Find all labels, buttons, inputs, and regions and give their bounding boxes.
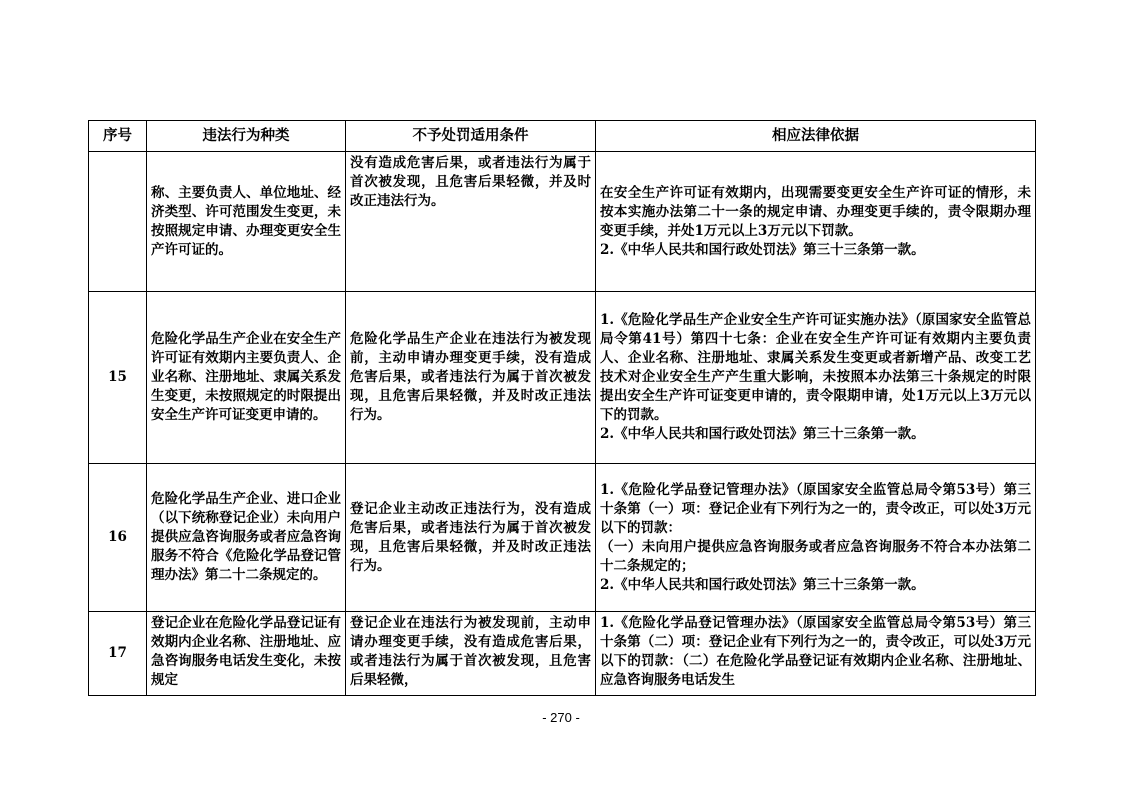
- table-row: [89, 464, 1036, 612]
- row-legal-basis: [596, 152, 1036, 292]
- header-exemption-condition: 不予处罚适用条件: [346, 121, 596, 152]
- legal-basis-line: 2.《中华人民共和国行政处罚法》第三十三条第一款。: [600, 576, 925, 593]
- header-legal-basis: 相应法律依据: [596, 121, 1036, 152]
- row-legal-basis: [596, 292, 1036, 464]
- row-legal-basis: [596, 612, 1036, 696]
- row-exemption-condition: 没有造成危害后果，或者违法行为属于首次被发现，且危害后果轻微，并及时改正违法行为。: [346, 152, 596, 292]
- legal-basis-line: 1.《危险化学品登记管理办法》（原国家安全监管总局令第53号）第三十条第（二）项：登记企业有下列行为之一的，责令改正，可以处3万元以下的罚款：（二）在危险化学品登记证有效期内企业名称、注册地址、应急咨询服务电话发生: [600, 615, 1031, 688]
- legal-basis-line: （一）未向用户提供应急咨询服务或者应急咨询服务不符合本办法第二十二条规定的；: [600, 538, 1031, 574]
- row-legal-basis: [596, 464, 1036, 612]
- row-violation-type: 称、主要负责人、单位地址、经济类型、许可范围发生变更，未按照规定申请、办理变更安全生产许可证的。: [147, 152, 346, 292]
- table-header-row: [89, 121, 1036, 152]
- row-serial-number: 16: [89, 464, 147, 612]
- legal-basis-line: 2.《中华人民共和国行政处罚法》第三十三条第一款。: [600, 426, 925, 442]
- legal-basis-line: 1.《危险化学品登记管理办法》（原国家安全监管总局令第53号）第三十条第（一）项：登记企业有下列行为之一的，责令改正，可以处3万元以下的罚款：: [600, 481, 1031, 536]
- header-violation-type: 违法行为种类: [147, 121, 346, 152]
- page-number: - 270 -: [542, 710, 580, 725]
- row-violation-type: 危险化学品生产企业在安全生产许可证有效期内主要负责人、企业名称、注册地址、隶属关系发生变更，未按照规定的时限提出安全生产许可证变更申请的。: [147, 292, 346, 464]
- row-violation-type: 登记企业在危险化学品登记证有效期内企业名称、注册地址、应急咨询服务电话发生变化，未按规定: [147, 612, 346, 696]
- table-row: [89, 152, 1036, 292]
- row-serial-number: [89, 152, 147, 292]
- legal-basis-line: 在安全生产许可证有效期内，出现需要变更安全生产许可证的情形，未按本实施办法第二十一条的规定申请、办理变更手续的，责令限期办理变更手续，并处1万元以上3万元以下罚款。: [600, 184, 1031, 239]
- row-exemption-condition: 危险化学品生产企业在违法行为被发现前，主动申请办理变更手续，没有造成危害后果，或者违法行为属于首次被发现，且危害后果轻微，并及时改正违法行为。: [346, 292, 596, 464]
- row-serial-number: 17: [89, 612, 147, 696]
- row-serial-number: 15: [89, 292, 147, 464]
- table-row: [89, 612, 1036, 696]
- table-row: [89, 292, 1036, 464]
- header-serial-number: 序号: [89, 121, 147, 152]
- regulation-table: [88, 120, 1036, 696]
- row-violation-type: 危险化学品生产企业、进口企业（以下统称登记企业）未向用户提供应急咨询服务或者应急咨询服务不符合《危险化学品登记管理办法》第二十二条规定的。: [147, 464, 346, 612]
- row-exemption-condition: 登记企业在违法行为被发现前，主动申请办理变更手续，没有造成危害后果，或者违法行为属于首次被发现，且危害后果轻微，: [346, 612, 596, 696]
- legal-basis-line: 1.《危险化学品生产企业安全生产许可证实施办法》（原国家安全监管总局令第41号）第四十七条：企业在安全生产许可证有效期内主要负责人、企业名称、注册地址、隶属关系发生变更或者新增产品、改变工艺技术对企业安全生产产生重大影响，未按照本办法第三十条规定的时限提出安全生产许可证变更申请的，责令限期申请，处1万元以上3万元以下的罚款。: [600, 312, 1031, 423]
- row-exemption-condition: 登记企业主动改正违法行为，没有造成危害后果，或者违法行为属于首次被发现，且危害后果轻微，并及时改正违法行为。: [346, 464, 596, 612]
- legal-basis-line: 2.《中华人民共和国行政处罚法》第三十三条第一款。: [600, 241, 925, 258]
